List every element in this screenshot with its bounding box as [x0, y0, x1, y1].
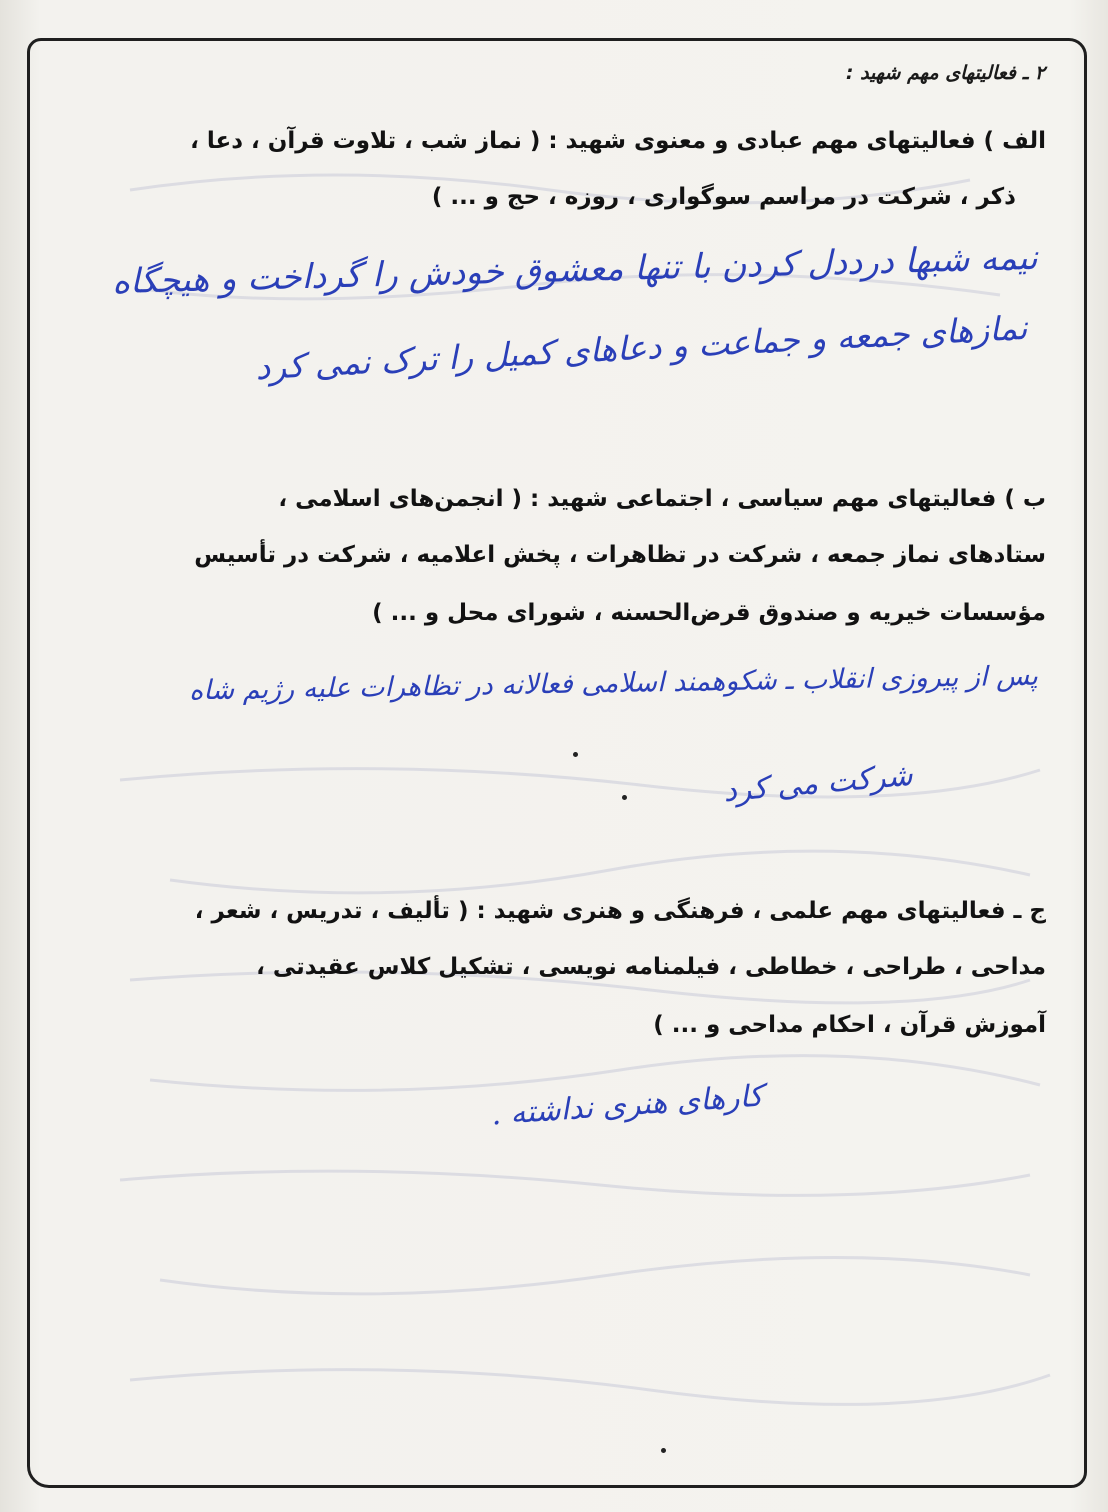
ink-speck [622, 795, 627, 800]
part-c-handwritten-line-1: کارهای هنری نداشته . [490, 1078, 764, 1133]
part-a-line-1: الف ) فعالیتهای مهم عبادی و معنوی شهید : ( نماز شب ، تلاوت قرآن ، دعا ، [190, 128, 1046, 154]
part-c-line-1: ج ـ فعالیتهای مهم علمی ، فرهنگی و هنری شهید : ( تألیف ، تدریس ، شعر ، [194, 898, 1046, 924]
part-a-handwritten-line-2: نمازهای جمعه و جماعت و دعاهای کمیل را ترک نمی کرد [254, 307, 1029, 388]
part-a-line-2: ذکر ، شرکت در مراسم سوگواری ، روزه ، حج و ... ) [431, 184, 1016, 210]
part-b-line-1: ب ) فعالیتهای مهم سیاسی ، اجتماعی شهید : ( انجمن‌های اسلامی ، [278, 486, 1046, 512]
part-c-line-3: آموزش قرآن ، احکام مداحی و ... ) [653, 1012, 1046, 1038]
part-b-handwritten-line-1: پس از پیروزی انقلاب ـ شکوهمند اسلامی فعالانه در تظاهرات علیه رژیم شاه [188, 660, 1039, 707]
part-a-handwritten-line-1: نیمه شبها درددل کردن با تنها معشوق خودش را گرداخت و هیچگاه [111, 237, 1039, 303]
part-b-line-2: ستادهای نماز جمعه ، شرکت در تظاهرات ، پخش اعلامیه ، شرکت در تأسیس [194, 542, 1046, 568]
section-title: ۲ ـ فعالیتهای مهم شهید : [845, 62, 1045, 84]
part-b-line-3: مؤسسات خیریه و صندوق قرض‌الحسنه ، شورای محل و ... ) [372, 600, 1046, 626]
ink-speck [573, 752, 578, 757]
ink-speck [661, 1448, 666, 1453]
part-b-handwritten-line-2: شرکت می کرد [722, 757, 915, 810]
part-c-line-2: مداحی ، طراحی ، خطاطی ، فیلمنامه نویسی ، تشکیل کلاس عقیدتی ، [256, 954, 1046, 980]
